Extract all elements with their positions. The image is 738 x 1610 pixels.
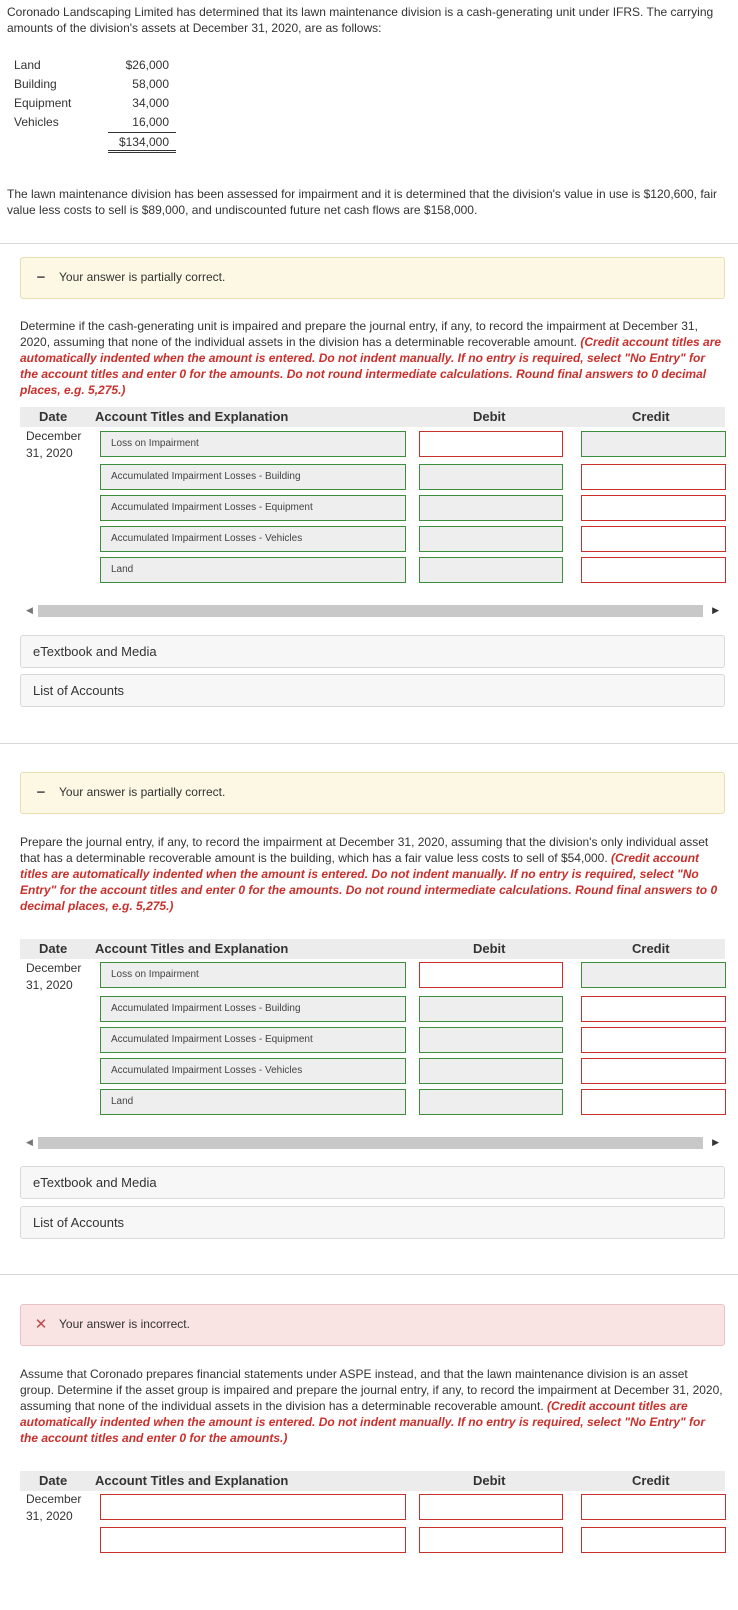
credit-input[interactable]	[581, 464, 726, 490]
etextbook-panel[interactable]: eTextbook and Media	[20, 635, 725, 668]
status-partial: − Your answer is partially correct.	[20, 257, 725, 299]
divider	[0, 243, 738, 244]
debit-input[interactable]	[419, 431, 563, 457]
status-incorrect: ✕ Your answer is incorrect.	[20, 1304, 725, 1346]
divider	[0, 743, 738, 744]
debit-input[interactable]	[419, 962, 563, 988]
debit-input[interactable]	[419, 1058, 563, 1084]
account-field[interactable]	[100, 1527, 406, 1553]
credit-input[interactable]	[581, 495, 726, 521]
account-field[interactable]: Accumulated Impairment Losses - Equipment	[100, 495, 406, 521]
account-field[interactable]: Land	[100, 1089, 406, 1115]
asset-row: Building 58,000	[14, 77, 169, 91]
account-field[interactable]: Loss on Impairment	[100, 431, 406, 457]
assets-table	[14, 56, 176, 153]
problem-intro: Coronado Landscaping Limited has determined that its lawn maintenance division is a cash-generating unit under IFRS. The carrying amounts of the division's assets at December 31, 2020, are as follows:	[7, 5, 714, 35]
horizontal-scrollbar[interactable]	[20, 1134, 725, 1150]
divider	[0, 1274, 738, 1275]
entry-date: December 31, 2020	[26, 961, 82, 992]
debit-input[interactable]	[419, 495, 563, 521]
credit-input[interactable]	[581, 996, 726, 1022]
account-field[interactable]: Land	[100, 557, 406, 583]
question-text: Assume that Coronado prepares financial statements under ASPE instead, and that the lawn maintenance division is an asset group. Determine if the asset group is impaired and prepare the journal entry, if any, to record the impairment at December 31, 2020, assuming that none of the individual assets in the division has a determinable recoverable amount. (Credit account titles are automatically indented when the amount is entered. Do not indent manually. If no entry is required, select "No Entry" for the account titles and enter 0 for the amounts.)	[20, 1367, 723, 1445]
scroll-left-icon[interactable]: ◀	[26, 1137, 33, 1147]
list-of-accounts-panel[interactable]: List of Accounts	[20, 674, 725, 707]
minus-icon: −	[36, 784, 46, 801]
credit-input[interactable]	[581, 1527, 726, 1553]
account-field[interactable]: Accumulated Impairment Losses - Building	[100, 464, 406, 490]
account-field[interactable]: Accumulated Impairment Losses - Vehicles	[100, 526, 406, 552]
account-field[interactable]: Loss on Impairment	[100, 962, 406, 988]
status-partial: − Your answer is partially correct.	[20, 772, 725, 814]
list-of-accounts-panel[interactable]: List of Accounts	[20, 1206, 725, 1239]
debit-input[interactable]	[419, 526, 563, 552]
question-text: Prepare the journal entry, if any, to record the impairment at December 31, 2020, assuming that the division's only individual asset that has a determinable recoverable amount is the building, which has a fair value less costs to sell of $54,000. (Credit account titles are automatically indented when the amount is entered. Do not indent manually. If no entry is required, select "No Entry" for the account titles and enter 0 for the amounts. Do not round intermediate calculations. Round final answers to 0 decimal places, e.g. 5,275.)	[20, 835, 718, 913]
horizontal-scrollbar[interactable]	[20, 602, 725, 618]
debit-input[interactable]	[419, 1089, 563, 1115]
question-text: Determine if the cash-generating unit is impaired and prepare the journal entry, if any, to record the impairment at December 31, 2020, assuming that none of the individual assets in the division has a determinable recoverable amount. (Credit account titles are automatically indented when the amount is entered. Do not indent manually. If no entry is required, select "No Entry" for the account titles and enter 0 for the amounts. Do not round intermediate calculations. Round final answers to 0 decimal places, e.g. 5,275.)	[20, 319, 722, 397]
asset-row: Vehicles 16,000	[14, 115, 169, 129]
debit-input[interactable]	[419, 1527, 563, 1553]
scroll-right-icon[interactable]: ▶	[712, 1137, 719, 1147]
credit-input[interactable]	[581, 1089, 726, 1115]
scroll-thumb[interactable]	[38, 1137, 703, 1149]
entry-date: December 31, 2020	[26, 1492, 82, 1523]
journal-header: Date Account Titles and Explanation Debit Credit	[20, 939, 725, 959]
account-field[interactable]: Accumulated Impairment Losses - Vehicles	[100, 1058, 406, 1084]
credit-input[interactable]	[581, 962, 726, 988]
credit-input[interactable]	[581, 557, 726, 583]
credit-input[interactable]	[581, 526, 726, 552]
debit-input[interactable]	[419, 1494, 563, 1520]
etextbook-panel[interactable]: eTextbook and Media	[20, 1166, 725, 1199]
minus-icon: −	[36, 269, 46, 286]
credit-input[interactable]	[581, 431, 726, 457]
x-icon: ✕	[34, 1316, 48, 1333]
debit-input[interactable]	[419, 557, 563, 583]
scroll-left-icon[interactable]: ◀	[26, 605, 33, 615]
account-field[interactable]	[100, 1494, 406, 1520]
credit-input[interactable]	[581, 1027, 726, 1053]
assets-total: $134,000	[108, 132, 176, 153]
journal-header: Date Account Titles and Explanation Debit Credit	[20, 407, 725, 427]
scroll-right-icon[interactable]: ▶	[712, 605, 719, 615]
journal-header: Date Account Titles and Explanation Debit Credit	[20, 1471, 725, 1491]
asset-row: Equipment 34,000	[14, 96, 169, 110]
account-field[interactable]: Accumulated Impairment Losses - Building	[100, 996, 406, 1022]
debit-input[interactable]	[419, 1027, 563, 1053]
assessment-text: The lawn maintenance division has been assessed for impairment and it is determined that the division's value in use is $120,600, fair value less costs to sell is $89,000, and undiscounted future net cash flows are $158,000.	[7, 187, 718, 217]
debit-input[interactable]	[419, 464, 563, 490]
entry-date: December 31, 2020	[26, 429, 82, 460]
credit-input[interactable]	[581, 1494, 726, 1520]
asset-row: Land $26,000	[14, 58, 169, 72]
scroll-thumb[interactable]	[38, 605, 703, 617]
debit-input[interactable]	[419, 996, 563, 1022]
credit-input[interactable]	[581, 1058, 726, 1084]
account-field[interactable]: Accumulated Impairment Losses - Equipment	[100, 1027, 406, 1053]
